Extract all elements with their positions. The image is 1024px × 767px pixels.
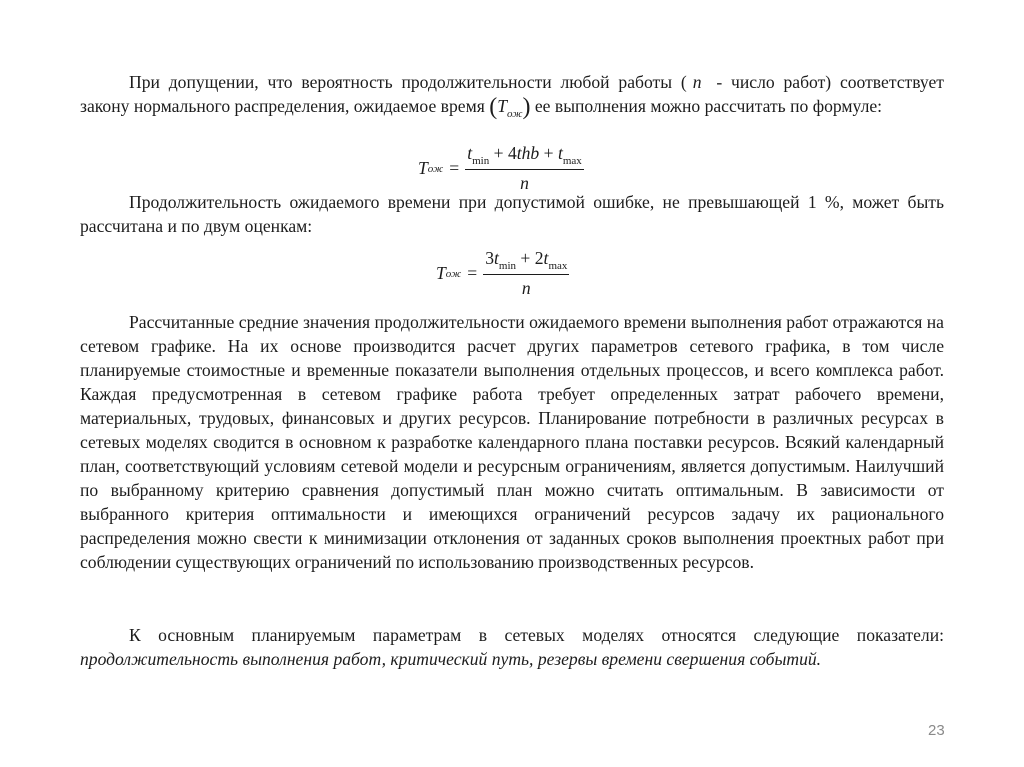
paren-close: ) [522, 94, 531, 120]
formula-1-denominator: n [520, 173, 529, 193]
paragraph-1-text-b: - число работ) соответствует закону нормального распределения, ожидаемое время [80, 72, 944, 116]
formula-2-fraction [483, 248, 569, 299]
formula-expected-time [418, 143, 584, 194]
formula-1-thb: thb [516, 143, 540, 163]
formula-2-lhs-sub: ож [445, 267, 462, 280]
formula-2-mid: + 2 [516, 248, 544, 268]
variable-n: n [692, 72, 702, 92]
paren-open: ( [489, 94, 498, 120]
formula-1-t2: t [557, 143, 563, 163]
formula-1-lhs: T [418, 158, 428, 178]
formula-1-lhs-sub: ож [427, 162, 444, 175]
t-subscript: ож [507, 108, 523, 120]
paragraph-4-text: К основным планируемым параметрам в сетевых моделях относятся следующие показатели: [129, 625, 944, 645]
formula-2-t1: t [494, 248, 499, 268]
formula-2-denominator: n [521, 278, 531, 298]
formula-2-t1-sub: min [498, 260, 517, 272]
formula-1-mid: + 4 [489, 143, 517, 163]
paragraph-3: Рассчитанные средние значения продолжительности ожидаемого времени выполнения работ отражаются на сетевом графике. На их основе производится расчет других параметров сетевого графика, в том числе планируемые стоимостные и временные показатели выполнения отдельных процессов, и всего комплекса работ. Каждая предусмотренная в сетевом графике работа требует определенных затрат рабочего времени, материальных, трудовых, финансовых и других ресурсов. Планирование потребности в различных ресурсах в сетевых моделях сводится в основном к разработке календарного плана поставки ресурсов. Всякий календарный план, соответствующий условиям сетевой модели и ресурсным ограничениям, является допустимым. Наилучший по выбранному критерию сравнения допустимый план можно считать оптимальным. В зависимости от выбранного критерия оптимальности и имеющихся ограничений ресурсов задачу их рационального распределения можно свести к минимизации отклонения от заданных сроков выполнения проектных работ при соблюдении существующих ограничений по использованию производственных ресурсов. [80, 312, 944, 572]
formula-1-equals: = [449, 158, 460, 178]
formula-1-fraction [465, 143, 584, 194]
paragraph-1-text-a: При допущении, что вероятность продолжительности любой работы ( [129, 72, 687, 92]
paragraph-1 [80, 70, 944, 126]
paragraph-2: Продолжительность ожидаемого времени при допустимой ошибке, не превышающей 1 %, может быть рассчитана и по двум оценкам: [80, 192, 944, 236]
formula-2-t2-sub: max [548, 260, 568, 272]
t-symbol: T [497, 96, 507, 116]
formula-1-t2-sub: max [562, 155, 582, 167]
formula-1-numerator [465, 143, 584, 169]
formula-2-t2: t [543, 248, 549, 268]
formula-1-plus: + [539, 143, 558, 163]
paragraph-4-italic: продолжительность выполнения работ, критический путь, резервы времени свершения событий. [80, 649, 822, 669]
paragraph-4 [80, 623, 944, 671]
formula-2-lhs: T [436, 263, 446, 283]
formula-two-estimates [436, 248, 569, 299]
formula-2-coef: 3 [485, 248, 494, 268]
formula-2-equals: = [467, 263, 478, 283]
formula-2-numerator [483, 248, 569, 274]
paragraph-1-text-c: ее выполнения можно рассчитать по формуле: [530, 96, 883, 116]
page-number: 23 [928, 722, 945, 739]
formula-1-t1: t [467, 143, 473, 163]
formula-1-t1-sub: min [472, 155, 490, 167]
